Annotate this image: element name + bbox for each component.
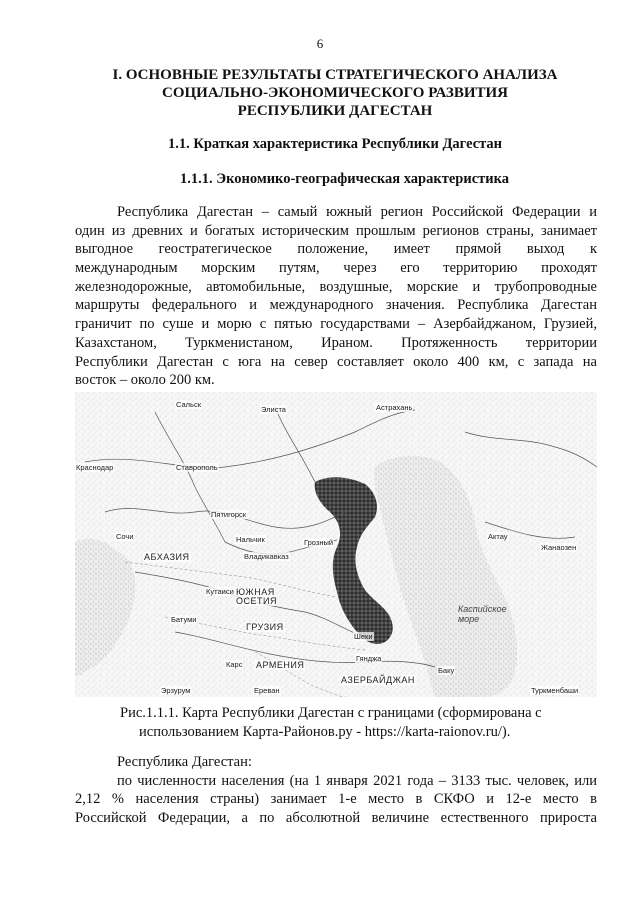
text-line: граничит по суше и морю с пятью государствами – Азербайджаном, Грузией, [75, 316, 597, 333]
dagestan-map [75, 392, 597, 697]
map-label-batumi: Батуми [171, 615, 197, 624]
text-line: железнодорожные, автомобильные, воздушные, морские и трубопроводные [75, 278, 597, 295]
map-label-astrakhan: Астрахань [376, 403, 413, 412]
map-label-salsk: Сальск [176, 400, 201, 409]
subsection-heading: 1.1.1. Экономико-географическая характеристика [180, 171, 509, 187]
text-line: восток – около 200 км. [75, 372, 215, 389]
map-label-ganja: Гянджа [356, 654, 382, 663]
map-label-armenia: АРМЕНИЯ [256, 660, 305, 670]
map-label-aktau: Актау [488, 532, 508, 541]
text-line: один из древних и богатых историческим прошлым регионов страны, занимает [75, 222, 597, 239]
main-heading [70, 66, 600, 120]
main-heading-line: РЕСПУБЛИКИ ДАГЕСТАН [237, 103, 433, 119]
map-label-sheki: Шеки [354, 632, 373, 641]
map-background [75, 392, 597, 697]
map-label-vladikavkaz: Владикавказ [244, 552, 289, 561]
caption-line: Рис.1.1.1. Карта Республики Дагестан с границами (сформирована с [120, 705, 542, 721]
text-line: 2,12 % населения страны) занимает 1-е место в СКФО и 12-е место в [75, 791, 597, 808]
main-heading-line: I. ОСНОВНЫЕ РЕЗУЛЬТАТЫ СТРАТЕГИЧЕСКОГО АНАЛИЗА [112, 67, 558, 83]
map-label-azerbaijan: АЗЕРБАЙДЖАН [341, 675, 415, 685]
section-heading: 1.1. Краткая характеристика Республики Дагестан [167, 136, 503, 152]
map-label-south-ossetia: ЮЖНАЯ ОСЕТИЯ [236, 587, 277, 606]
text-line: Российской Федерации, а по абсолютной величине естественного прироста [75, 810, 597, 827]
map-label-yerevan: Ереван [254, 686, 280, 695]
map-label-georgia: ГРУЗИЯ [246, 622, 284, 632]
map-label-abkhazia: АБХАЗИЯ [144, 552, 190, 562]
map-label-erzurum: Эрзурум [161, 686, 191, 695]
map-label-stavropol: Ставрополь [176, 463, 218, 472]
text-line: выгодное геостратегическое положение, имеет прямой выход к [75, 241, 597, 258]
map-label-krasnodar: Краснодар [76, 463, 114, 472]
map-label-caspian-sea: Каспийское море [458, 604, 507, 624]
text-line: Казахстаном, Туркменистаном, Ираном. Протяженность территории [75, 334, 597, 351]
text-line: международным морским путям, через его территорию проходят [75, 260, 597, 277]
map-label-kutaisi: Кутаиси [206, 587, 234, 596]
figure-caption [120, 704, 600, 741]
main-heading-line: СОЦИАЛЬНО-ЭКОНОМИЧЕСКОГО РАЗВИТИЯ [162, 85, 508, 101]
caption-line: использованием Карта-Районов.ру - https://karta-raionov.ru/). [139, 723, 511, 740]
page-number: 6 [316, 36, 324, 51]
paragraph-geography [75, 203, 597, 390]
paragraph-population [75, 753, 597, 828]
map-label-sochi: Сочи [116, 532, 134, 541]
map-label-kars: Карс [226, 660, 243, 669]
map-label-elista: Элиста [261, 405, 286, 414]
map-label-grozny: Грозный [304, 538, 334, 547]
text-line: Республика Дагестан: [117, 754, 252, 770]
text-line: маршруты федерального и международного значения. Республика Дагестан [75, 297, 597, 314]
map-label-pyatigorsk: Пятигорск [211, 510, 247, 519]
map-label-turkmenbashi: Туркменбаши [531, 686, 579, 695]
text-line: Республика Дагестан – самый южный регион Российской Федерации и [117, 204, 597, 220]
text-line: Республики Дагестан с юга на север составляет около 400 км, с запада на [75, 353, 597, 370]
map-label-baku: Баку [438, 666, 455, 675]
map-label-zhanaozen: Жанаозен [541, 543, 577, 552]
map-label-nalchik: Нальчик [236, 535, 265, 544]
text-line: по численности населения (на 1 января 2021 года – 3133 тыс. человек, или [117, 772, 597, 789]
map-image [75, 392, 597, 697]
